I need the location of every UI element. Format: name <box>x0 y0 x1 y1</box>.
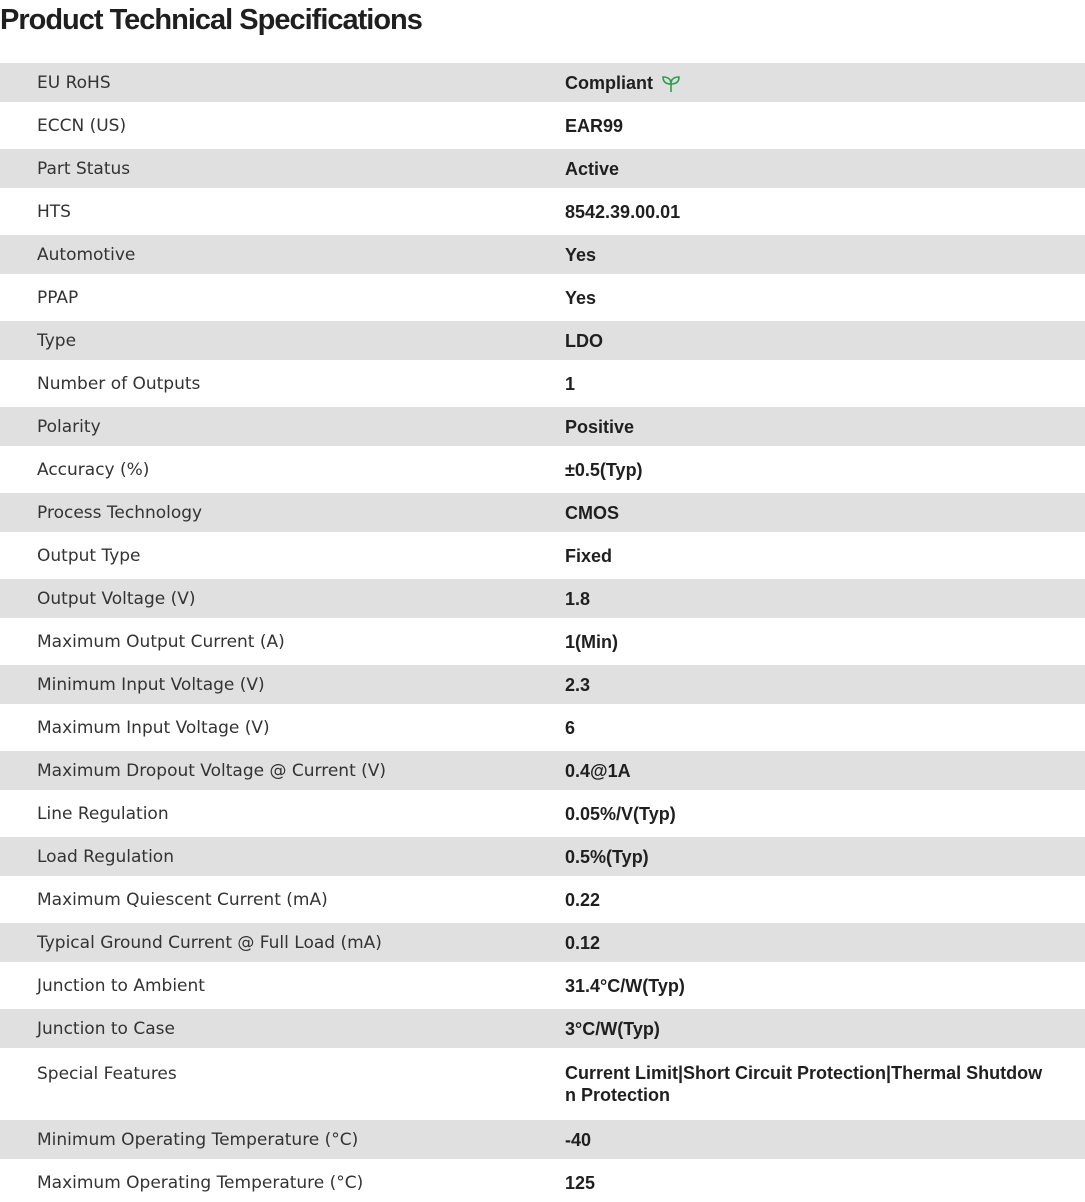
spec-value: -40 <box>565 1120 1085 1159</box>
spec-value: 3°C/W(Typ) <box>565 1009 1085 1048</box>
spec-value: 0.5%(Typ) <box>565 837 1085 876</box>
spec-label: Special Features <box>37 1064 177 1084</box>
spec-row <box>0 1163 1085 1202</box>
spec-row <box>0 192 1085 231</box>
spec-value: 2.3 <box>565 665 1085 704</box>
spec-value: 125 <box>565 1172 596 1193</box>
spec-label: Maximum Quiescent Current (mA) <box>37 889 328 910</box>
spec-table <box>0 63 1085 1202</box>
spec-value-text: Compliant <box>565 72 653 93</box>
spec-value: 0.22 <box>565 889 601 910</box>
spec-row <box>0 665 1085 704</box>
spec-value: Positive <box>565 407 1085 446</box>
spec-label: Minimum Operating Temperature (°C) <box>0 1120 565 1159</box>
spec-label: Minimum Input Voltage (V) <box>0 665 565 704</box>
spec-label: Typical Ground Current @ Full Load (mA) <box>0 923 565 962</box>
spec-row <box>0 321 1085 360</box>
spec-label: Part Status <box>0 149 565 188</box>
spec-row <box>0 106 1085 145</box>
spec-label: PPAP <box>37 287 79 308</box>
spec-value: LDO <box>565 321 1085 360</box>
spec-label: Polarity <box>0 407 565 446</box>
spec-label: Maximum Dropout Voltage @ Current (V) <box>0 751 565 790</box>
spec-row <box>0 149 1085 188</box>
page-title: Product Technical Specifications <box>0 4 422 36</box>
spec-row <box>0 493 1085 532</box>
spec-row <box>0 1120 1085 1159</box>
spec-row <box>0 708 1085 747</box>
spec-row <box>0 1009 1085 1048</box>
spec-row <box>0 450 1085 489</box>
spec-row <box>0 751 1085 790</box>
spec-label: Line Regulation <box>37 803 169 824</box>
spec-label: EU RoHS <box>0 63 565 102</box>
spec-value: CMOS <box>565 493 1085 532</box>
spec-row <box>0 364 1085 403</box>
spec-label: Maximum Input Voltage (V) <box>37 717 270 738</box>
spec-label: Process Technology <box>0 493 565 532</box>
spec-value: Current Limit|Short Circuit Protection|Thermal Shutdown Protection <box>565 1063 1043 1105</box>
spec-value: 8542.39.00.01 <box>565 201 681 222</box>
spec-value: EAR99 <box>565 115 624 136</box>
spec-value: 6 <box>565 717 576 738</box>
spec-label: Maximum Output Current (A) <box>37 631 285 652</box>
spec-label: Output Voltage (V) <box>0 579 565 618</box>
spec-row <box>0 880 1085 919</box>
spec-value: Yes <box>565 287 597 308</box>
spec-row <box>0 407 1085 446</box>
spec-value: Yes <box>565 235 1085 274</box>
spec-label: Maximum Operating Temperature (°C) <box>37 1172 364 1193</box>
spec-row <box>0 837 1085 876</box>
spec-value: 1 <box>565 373 576 394</box>
spec-label: Number of Outputs <box>37 373 201 394</box>
spec-row <box>0 278 1085 317</box>
spec-row <box>0 923 1085 962</box>
spec-label: Automotive <box>0 235 565 274</box>
spec-row-eu-rohs <box>0 63 1085 102</box>
spec-value: 31.4°C/W(Typ) <box>565 975 685 996</box>
spec-label: Accuracy (%) <box>37 459 150 480</box>
spec-value: 0.05%/V(Typ) <box>565 803 676 824</box>
spec-row <box>0 235 1085 274</box>
spec-label: Output Type <box>37 545 141 566</box>
spec-value: Active <box>565 149 1085 188</box>
spec-row <box>0 622 1085 661</box>
spec-value: 1.8 <box>565 579 1085 618</box>
spec-value: Fixed <box>565 545 613 566</box>
spec-row <box>0 966 1085 1005</box>
leaf-icon <box>661 75 681 93</box>
spec-value: 0.12 <box>565 923 1085 962</box>
spec-value: 0.4@1A <box>565 751 1085 790</box>
spec-row <box>0 1052 1085 1116</box>
spec-value: 1(Min) <box>565 631 618 652</box>
spec-value <box>565 63 1085 102</box>
spec-label: Junction to Ambient <box>37 975 205 996</box>
spec-label: Type <box>0 321 565 360</box>
spec-value: ±0.5(Typ) <box>565 459 643 480</box>
spec-row <box>0 794 1085 833</box>
spec-row <box>0 579 1085 618</box>
spec-label: Junction to Case <box>0 1009 565 1048</box>
spec-row <box>0 536 1085 575</box>
spec-label: HTS <box>37 201 71 222</box>
spec-label: Load Regulation <box>0 837 565 876</box>
spec-label: ECCN (US) <box>37 115 127 136</box>
